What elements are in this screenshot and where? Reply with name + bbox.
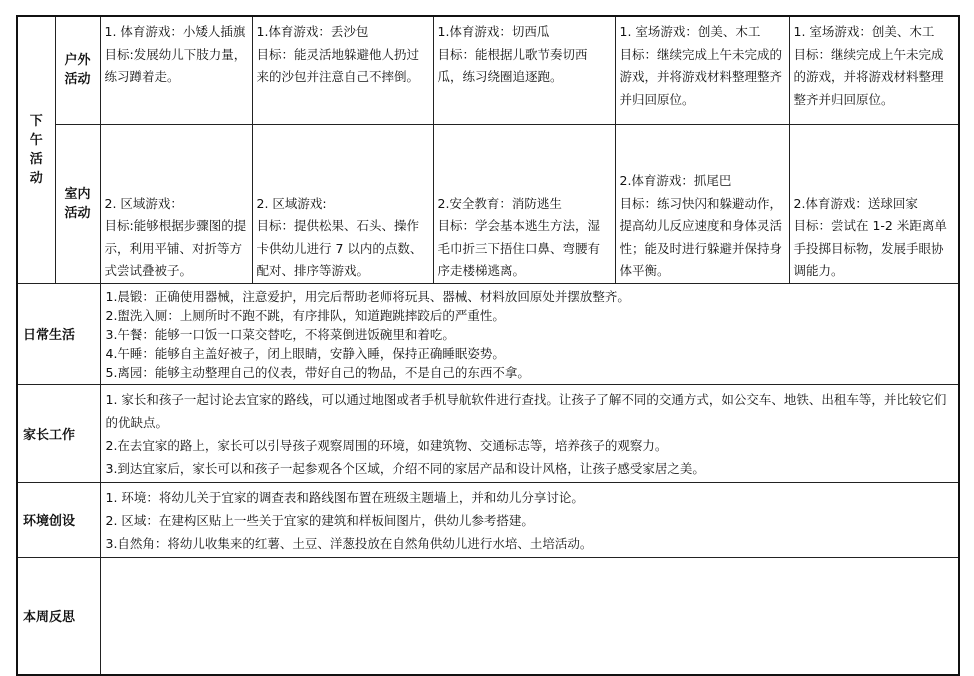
indoor-label-text: 室内活动 xyxy=(64,186,91,221)
activity-title: 2.体育游戏：送球回家 xyxy=(793,195,918,211)
activity-title: 1. 体育游戏：小矮人插旗 xyxy=(104,24,246,39)
activity-title: 1. 室场游戏：创美、木工 xyxy=(793,24,935,39)
outdoor-activity-cell xyxy=(252,16,433,124)
activity-title: 1.体育游戏：丢沙包 xyxy=(256,24,369,39)
weekly-plan-sheet xyxy=(16,15,958,667)
activity-goal: 目标：学会基本逃生方法，湿毛巾折三下捂住口鼻、弯腰有序走楼梯逃离。 xyxy=(437,218,601,278)
daily-life-content xyxy=(100,283,959,384)
afternoon-label-char: 下 xyxy=(29,113,43,129)
indoor-activity-cell xyxy=(433,124,615,283)
parent-work-content xyxy=(100,384,959,482)
reflection-row xyxy=(17,557,959,675)
daily-life-label: 日常生活 xyxy=(17,283,100,384)
indoor-activity-cell xyxy=(615,124,789,283)
daily-life-item: 4.午睡：能够自主盖好被子，闭上眼睛，安静入睡，保持正确睡眠姿势。 xyxy=(105,345,505,361)
environment-item: 3.自然角：将幼儿收集来的红薯、土豆、洋葱投放在自然角供幼儿进行水培、土培活动。 xyxy=(105,535,593,551)
afternoon-label-char: 动 xyxy=(29,170,43,186)
daily-life-item: 1.晨锻：正确使用器械，注意爱护，用完后帮助老师将玩具、器械、材料放回原处并摆放整齐。 xyxy=(105,288,630,304)
environment-item: 2. 区域：在建构区贴上一些关于宜家的建筑和样板间图片，供幼儿参考搭建。 xyxy=(105,512,534,528)
environment-content xyxy=(100,482,959,557)
parent-work-label: 家长工作 xyxy=(17,384,100,482)
daily-life-item: 2.盥洗入厕：上厕所时不跑不跳，有序排队，知道跑跳摔跤后的严重性。 xyxy=(105,307,505,323)
afternoon-indoor-row xyxy=(17,124,959,283)
outdoor-activity-cell xyxy=(615,16,789,124)
indoor-activity-label xyxy=(55,124,100,283)
parent-work-row xyxy=(17,384,959,482)
afternoon-label-char: 午 xyxy=(29,132,43,148)
activity-title: 2.体育游戏：抓尾巴 xyxy=(619,173,732,188)
activity-title: 2. 区域游戏： xyxy=(104,195,183,211)
activity-goal: 目标：继续完成上午未完成的游戏，并将游戏材料整理整齐并归回原位。 xyxy=(619,46,783,107)
outdoor-activity-label xyxy=(55,16,100,124)
reflection-label: 本周反思 xyxy=(17,557,100,675)
environment-item: 1. 环境：将幼儿关于宜家的调查表和路线图布置在班级主题墙上，并和幼儿分享讨论。 xyxy=(105,489,584,505)
activity-title: 1. 室场游戏：创美、木工 xyxy=(619,24,761,39)
afternoon-outdoor-row xyxy=(17,16,959,124)
activity-goal: 目标：尝试在 1-2 米距离单手投掷目标物，发展手眼协调能力。 xyxy=(793,218,947,278)
outdoor-activity-cell xyxy=(433,16,615,124)
reflection-content[interactable] xyxy=(100,557,959,675)
parent-work-item: 2.在去宜家的路上，家长可以引导孩子观察周围的环境，如建筑物、交通标志等，培养孩子的观察力。 xyxy=(105,437,668,453)
environment-label: 环境创设 xyxy=(17,482,100,557)
activity-goal: 目标：继续完成上午未完成的游戏，并将游戏材料整理整齐并归回原位。 xyxy=(793,46,944,107)
parent-work-item: 1. 家长和孩子一起讨论去宜家的路线，可以通过地图或者手机导航软件进行查找。让孩子了解不同的交通方式，如公交车、地铁、出租车等，并比较它们的优缺点。 xyxy=(105,391,947,430)
weekly-plan-table xyxy=(16,15,960,676)
activity-goal: 目标：练习快闪和躲避动作，提高幼儿反应速度和身体灵活性；能及时进行躲避并保持身体平衡。 xyxy=(619,195,783,278)
indoor-activity-cell xyxy=(100,124,252,283)
activity-title: 1.体育游戏：切西瓜 xyxy=(437,24,550,39)
daily-life-item: 3.午餐：能够一口饭一口菜交替吃，不将菜倒进饭碗里和着吃。 xyxy=(105,326,455,342)
afternoon-label-char: 活 xyxy=(29,151,43,167)
outdoor-activity-cell xyxy=(789,16,959,124)
environment-row xyxy=(17,482,959,557)
daily-life-row xyxy=(17,283,959,384)
parent-work-item: 3.到达宜家后，家长可以和孩子一起参观各个区域，介绍不同的家居产品和设计风格，让孩子感受家居之美。 xyxy=(105,460,705,476)
activity-goal: 目标：提供松果、石头、操作卡供幼儿进行 7 以内的点数、配对、排序等游戏。 xyxy=(256,218,423,278)
activity-title: 2. 区域游戏: xyxy=(256,195,327,211)
outdoor-label-text: 户外活动 xyxy=(64,53,91,88)
activity-goal: 目标：能根据儿歌节奏切西瓜，练习绕圈追逐跑。 xyxy=(437,46,588,84)
activity-title: 2.安全教育：消防逃生 xyxy=(437,195,562,211)
activity-goal: 目标:能够根据步骤图的提示，利用平铺、对折等方式尝试叠被子。 xyxy=(104,218,247,278)
daily-life-item: 5.离园：能够主动整理自己的仪表，带好自己的物品，不是自己的东西不拿。 xyxy=(105,364,530,380)
activity-goal: 目标:发展幼儿下肢力量，练习蹲着走。 xyxy=(104,46,247,84)
activity-goal: 目标：能灵活地躲避他人扔过来的沙包并注意自己不摔倒。 xyxy=(256,46,420,84)
indoor-activity-cell xyxy=(252,124,433,283)
afternoon-activity-label xyxy=(17,16,55,283)
indoor-activity-cell xyxy=(789,124,959,283)
outdoor-activity-cell xyxy=(100,16,252,124)
